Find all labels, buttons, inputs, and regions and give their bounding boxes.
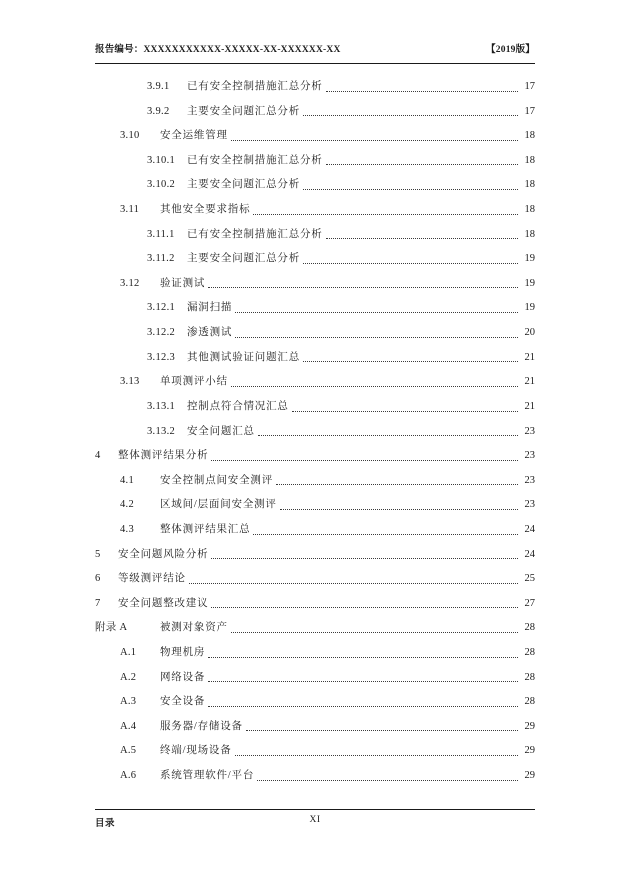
toc-entry-page: 18 bbox=[524, 228, 535, 240]
dot-leader bbox=[326, 223, 518, 248]
toc-entry-title: 控制点符合情况汇总 bbox=[187, 400, 289, 412]
toc-entry-number: 7 bbox=[95, 597, 101, 609]
dot-leader bbox=[208, 690, 518, 715]
toc-entry-title: 安全控制点间安全测评 bbox=[160, 474, 273, 486]
toc-entry bbox=[95, 124, 535, 149]
toc-entry bbox=[95, 198, 535, 223]
report-number: 报告编号：XXXXXXXXXXX-XXXXX-XX-XXXXXX-XX bbox=[95, 45, 341, 55]
toc-entry-number: A.6 bbox=[120, 770, 137, 782]
toc-entry bbox=[95, 739, 535, 764]
toc-entry-title: 等级测评结论 bbox=[118, 573, 186, 585]
toc-entry-page: 27 bbox=[524, 597, 535, 609]
dot-leader bbox=[231, 124, 518, 149]
toc-entry-number: 3.12.3 bbox=[147, 351, 176, 363]
toc-entry-page: 28 bbox=[524, 696, 535, 708]
toc-entry-page: 18 bbox=[524, 130, 535, 142]
toc-entry-title: 安全运维管理 bbox=[160, 130, 228, 142]
toc-entry-number: 5 bbox=[95, 548, 101, 560]
dot-leader bbox=[258, 420, 518, 445]
toc-entry-number: 3.13.2 bbox=[147, 425, 176, 437]
dot-leader bbox=[235, 321, 518, 346]
toc-entry-title: 其他安全要求指标 bbox=[160, 204, 251, 216]
toc-entry bbox=[95, 715, 535, 740]
toc-entry-number: 3.10.2 bbox=[147, 179, 176, 191]
toc-entry-title: 整体测评结果汇总 bbox=[160, 523, 251, 535]
dot-leader bbox=[211, 543, 518, 568]
toc-entry bbox=[95, 272, 535, 297]
toc-entry-number: 4.2 bbox=[120, 499, 135, 511]
toc-entry-page: 24 bbox=[524, 523, 535, 535]
toc-entry bbox=[95, 641, 535, 666]
toc-entry-page: 17 bbox=[524, 81, 535, 92]
toc-entry bbox=[95, 370, 535, 395]
toc-entry-page: 23 bbox=[524, 474, 535, 486]
toc-entry bbox=[95, 247, 535, 272]
toc-entry-title: 物理机房 bbox=[160, 647, 206, 659]
toc-entry bbox=[95, 321, 535, 346]
toc-entry-number: 3.13 bbox=[120, 376, 140, 388]
toc-entry-page: 19 bbox=[524, 302, 535, 314]
toc-entry-number: A.2 bbox=[120, 671, 137, 683]
toc-entry-number: A.5 bbox=[120, 745, 137, 757]
dot-leader bbox=[276, 469, 518, 494]
dot-leader bbox=[303, 100, 518, 125]
dot-leader bbox=[211, 444, 518, 469]
toc-entry-page: 18 bbox=[524, 154, 535, 166]
toc-entry-number: A.1 bbox=[120, 647, 137, 659]
toc-entry-page: 25 bbox=[524, 573, 535, 585]
toc-entry-page: 19 bbox=[524, 277, 535, 289]
toc-entry-title: 区域间/层面间安全测评 bbox=[160, 499, 277, 511]
toc-entry-title: 主要安全问题汇总分析 bbox=[187, 179, 300, 191]
toc-entry bbox=[95, 420, 535, 445]
toc-entry-page: 28 bbox=[524, 647, 535, 659]
dot-leader bbox=[303, 346, 518, 371]
toc-entry-title: 主要安全问题汇总分析 bbox=[187, 105, 300, 117]
toc-entry-number: 3.13.1 bbox=[147, 400, 176, 412]
header-divider bbox=[95, 63, 535, 64]
toc-entry-page: 23 bbox=[524, 425, 535, 437]
toc-entry-page: 28 bbox=[524, 671, 535, 683]
toc-entry bbox=[95, 469, 535, 494]
toc-entry-number: 3.9.1 bbox=[147, 81, 170, 92]
toc-entry-number: 附录 A bbox=[95, 622, 128, 634]
toc-entry-title: 已有安全控制措施汇总分析 bbox=[187, 81, 323, 92]
toc-entry-title: 其他测试验证问题汇总 bbox=[187, 351, 300, 363]
toc-entry bbox=[95, 493, 535, 518]
toc-entry bbox=[95, 567, 535, 592]
dot-leader bbox=[292, 395, 518, 420]
toc-entry bbox=[95, 395, 535, 420]
toc-entry-number: 6 bbox=[95, 573, 101, 585]
toc-entry-number: 3.11 bbox=[120, 204, 140, 216]
report-version-badge: 【2019版】 bbox=[486, 45, 535, 55]
toc-entry bbox=[95, 543, 535, 568]
toc-entry-title: 主要安全问题汇总分析 bbox=[187, 253, 300, 265]
toc-entry-title: 整体测评结果分析 bbox=[118, 450, 209, 462]
toc-list bbox=[95, 75, 535, 789]
toc-entry-page: 18 bbox=[524, 179, 535, 191]
toc-entry-title: 网络设备 bbox=[160, 671, 206, 683]
toc-entry-number: A.3 bbox=[120, 696, 137, 708]
footer-page-number: XI bbox=[309, 815, 321, 825]
footer-divider bbox=[95, 809, 535, 810]
toc-entry-title: 安全问题风险分析 bbox=[118, 548, 209, 560]
dot-leader bbox=[257, 764, 518, 789]
page-header bbox=[95, 41, 535, 64]
toc-entry-title: 验证测试 bbox=[160, 277, 206, 289]
toc-entry-page: 29 bbox=[524, 745, 535, 757]
toc-entry-number: 3.12.2 bbox=[147, 327, 176, 339]
toc-entry-page: 20 bbox=[524, 327, 535, 339]
toc-entry-title: 已有安全控制措施汇总分析 bbox=[187, 228, 323, 240]
toc-entry bbox=[95, 592, 535, 617]
dot-leader bbox=[235, 296, 518, 321]
toc-entry-page: 23 bbox=[524, 450, 535, 462]
dot-leader bbox=[208, 272, 518, 297]
toc-entry-page: 19 bbox=[524, 253, 535, 265]
dot-leader bbox=[253, 198, 518, 223]
toc-entry-title: 漏洞扫描 bbox=[187, 302, 233, 314]
footer-section-label: 目录 bbox=[95, 819, 116, 829]
toc-entry-number: 3.10 bbox=[120, 130, 140, 142]
toc-entry-page: 17 bbox=[524, 105, 535, 117]
toc-entry-page: 21 bbox=[524, 376, 535, 388]
dot-leader bbox=[280, 493, 518, 518]
toc-entry bbox=[95, 444, 535, 469]
toc-entry-title: 已有安全控制措施汇总分析 bbox=[187, 154, 323, 166]
dot-leader bbox=[253, 518, 518, 543]
toc-entry-title: 渗透测试 bbox=[187, 327, 233, 339]
toc-entry-page: 28 bbox=[524, 622, 535, 634]
toc-entry-title: 系统管理软件/平台 bbox=[160, 770, 255, 782]
toc-entry bbox=[95, 149, 535, 174]
toc-entry-number: A.4 bbox=[120, 720, 137, 732]
toc-entry bbox=[95, 764, 535, 789]
toc-entry-page: 29 bbox=[524, 770, 535, 782]
toc-entry bbox=[95, 75, 535, 100]
toc-entry-title: 终端/现场设备 bbox=[160, 745, 232, 757]
toc-entry bbox=[95, 616, 535, 641]
toc-entry-number: 4.1 bbox=[120, 474, 135, 486]
toc-entry-title: 安全设备 bbox=[160, 696, 206, 708]
toc-entry-number: 3.9.2 bbox=[147, 105, 170, 117]
dot-leader bbox=[326, 75, 518, 100]
toc-entry-title: 安全问题整改建议 bbox=[118, 597, 209, 609]
dot-leader bbox=[303, 173, 518, 198]
toc-entry-title: 单项测评小结 bbox=[160, 376, 228, 388]
toc-entry-page: 23 bbox=[524, 499, 535, 511]
dot-leader bbox=[231, 370, 518, 395]
toc-entry bbox=[95, 690, 535, 715]
toc-entry-page: 21 bbox=[524, 351, 535, 363]
dot-leader bbox=[246, 715, 518, 740]
toc-entry bbox=[95, 666, 535, 691]
dot-leader bbox=[231, 616, 518, 641]
toc-entry-title: 被测对象资产 bbox=[160, 622, 228, 634]
toc-entry-number: 4.3 bbox=[120, 523, 135, 535]
toc-entry bbox=[95, 223, 535, 248]
dot-leader bbox=[211, 592, 518, 617]
toc-entry-number: 3.10.1 bbox=[147, 154, 176, 166]
page-footer bbox=[95, 809, 535, 829]
toc-entry-number: 3.12 bbox=[120, 277, 140, 289]
toc-entry-page: 21 bbox=[524, 400, 535, 412]
dot-leader bbox=[235, 739, 518, 764]
dot-leader bbox=[303, 247, 518, 272]
toc-entry bbox=[95, 173, 535, 198]
toc-entry bbox=[95, 100, 535, 125]
toc-entry-number: 4 bbox=[95, 450, 101, 462]
toc-entry-title: 服务器/存储设备 bbox=[160, 720, 243, 732]
toc-entry-page: 29 bbox=[524, 720, 535, 732]
toc-entry-title: 安全问题汇总 bbox=[187, 425, 255, 437]
dot-leader bbox=[189, 567, 518, 592]
toc-entry bbox=[95, 346, 535, 371]
dot-leader bbox=[208, 666, 518, 691]
toc-entry-number: 3.11.1 bbox=[147, 228, 175, 240]
toc-entry bbox=[95, 296, 535, 321]
toc-entry-page: 24 bbox=[524, 548, 535, 560]
toc-entry-number: 3.12.1 bbox=[147, 302, 176, 314]
toc-entry-number: 3.11.2 bbox=[147, 253, 175, 265]
dot-leader bbox=[208, 641, 518, 666]
dot-leader bbox=[326, 149, 518, 174]
toc-entry-page: 18 bbox=[524, 204, 535, 216]
toc-entry bbox=[95, 518, 535, 543]
